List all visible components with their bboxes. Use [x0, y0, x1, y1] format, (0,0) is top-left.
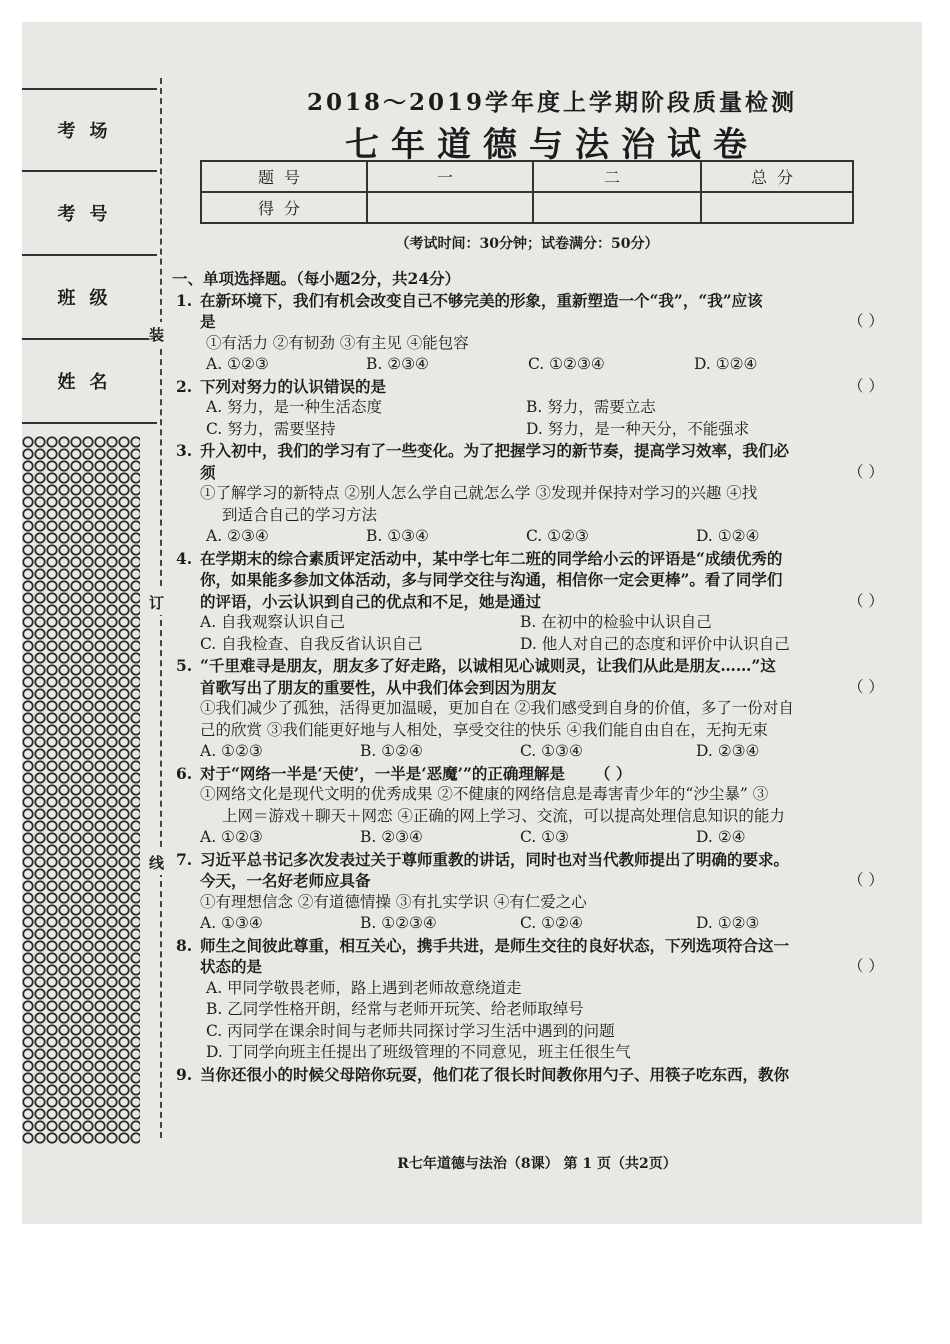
- option-b[interactable]: B. ①②④: [360, 742, 423, 760]
- option-c[interactable]: C. ①③④: [520, 742, 583, 760]
- answer-paren[interactable]: （ ）: [848, 312, 884, 330]
- choice-items: 上网＝游戏＋聊天＋网恋 ④正确的网上学习、交流，可以提高处理信息知识的能力: [222, 806, 785, 825]
- choice-items: 己的欣赏 ③我们能更好地与人相处，享受交往的快乐 ④我们能自由自在，无拘无束: [200, 720, 768, 739]
- field-class: 班级: [22, 256, 157, 340]
- option-c[interactable]: C. ①③: [520, 828, 569, 846]
- exam-paper: [22, 22, 922, 1224]
- option-a[interactable]: A. ①②③: [200, 828, 263, 846]
- score-header-total: 总分: [701, 161, 853, 192]
- question-4: [172, 548, 902, 656]
- cut-mark-zhuang: 装: [149, 322, 164, 347]
- binding-fields: [22, 88, 157, 424]
- question-number: 7.: [176, 849, 193, 869]
- answer-paren[interactable]: （ ）: [848, 957, 884, 975]
- score-cell-part1[interactable]: [367, 192, 533, 223]
- question-stem: 在新环境下，我们有机会改变自己不够完美的形象，重新塑造一个“我”，“我”应该: [200, 290, 763, 310]
- question-stem: “千里难寻是朋友，朋友多了好走路，以诚相见心诚则灵，让我们从此是朋友……”这: [200, 656, 776, 675]
- choice-items: ①有理想信念 ②有道德情操 ③有扎实学识 ④有仁爱之心: [200, 892, 587, 911]
- score-cell-total[interactable]: [701, 192, 853, 223]
- question-number: 5.: [176, 656, 193, 675]
- field-exam-room: 考场: [22, 88, 157, 172]
- question-number: 4.: [176, 548, 193, 568]
- score-header-question: 题号: [201, 161, 367, 192]
- option-b[interactable]: B. ①③④: [366, 527, 429, 545]
- score-row-label: 得分: [201, 192, 367, 223]
- question-stem: 升入初中，我们的学习有了一些变化。为了把握学习的新节奏，提高学习效率，我们必: [200, 441, 790, 460]
- exam-title: 七年道德与法治试卷: [345, 125, 759, 165]
- option-a[interactable]: A. ①③④: [200, 914, 263, 932]
- option-d[interactable]: D. 他人对自己的态度和评价中认识自己: [520, 634, 790, 653]
- question-stem: 首歌写出了朋友的重要性，从中我们体会到因为朋友: [200, 677, 557, 697]
- option-b[interactable]: B. ②③④: [366, 355, 429, 373]
- option-c[interactable]: C. ①②③④: [528, 355, 605, 373]
- score-header-part1: 一: [367, 161, 533, 192]
- question-7: [172, 849, 902, 935]
- cut-mark-xian: 线: [149, 850, 164, 875]
- option-b[interactable]: B. ②③④: [360, 828, 423, 846]
- option-b[interactable]: B. 努力，需要立志: [526, 398, 656, 416]
- option-a[interactable]: A. ①②③: [206, 355, 269, 373]
- option-a[interactable]: A. 甲同学敬畏老师，路上遇到老师故意绕道走: [206, 978, 522, 997]
- answer-paren[interactable]: （ ）: [848, 591, 884, 610]
- question-number: 2.: [176, 376, 193, 396]
- question-body: [172, 268, 902, 1085]
- question-number: 9.: [176, 1064, 193, 1084]
- question-6: [172, 763, 902, 849]
- option-b[interactable]: B. 乙同学性格开朗，经常与老师开玩笑、给老师取绰号: [206, 1000, 584, 1018]
- option-d[interactable]: D. 努力，是一种天分，不能强求: [526, 419, 750, 438]
- page-footer: R七年道德与法治（8课） 第 1 页（共2页）: [397, 1156, 677, 1172]
- question-number: 1.: [176, 290, 193, 310]
- question-number: 6.: [176, 763, 193, 783]
- option-c[interactable]: C. 丙同学在课余时间与老师共同探讨学习生活中遇到的问题: [206, 1021, 615, 1040]
- option-a[interactable]: A. ①②③: [200, 742, 263, 760]
- field-exam-number: 考号: [22, 172, 157, 256]
- option-d[interactable]: D. ①②④: [696, 527, 760, 545]
- option-a[interactable]: A. 自我观察认识自己: [200, 613, 346, 631]
- option-c[interactable]: C. 自我检查、自我反省认识自己: [200, 634, 423, 653]
- choice-items: ①有活力 ②有韧劲 ③有主见 ④能包容: [206, 333, 469, 352]
- option-b[interactable]: B. 在初中的检验中认识自己: [520, 613, 712, 631]
- question-number: 3.: [176, 441, 193, 460]
- question-5: [172, 655, 902, 763]
- score-header-part2: 二: [533, 161, 701, 192]
- question-stem: 下列对努力的认识错误的是: [200, 376, 387, 396]
- year-title: 2018～2019学年度上学期阶段质量检测: [306, 89, 798, 116]
- question-stem: 是: [200, 312, 216, 331]
- choice-items: ①我们减少了孤独，活得更加温暖，更加自在 ②我们感受到自身的价值，多了一份对自: [200, 699, 794, 717]
- exam-note: （考试时间：30分钟；试卷满分：50分）: [395, 236, 659, 252]
- circle-pattern: [22, 436, 140, 1144]
- answer-paren[interactable]: （ ）: [848, 462, 884, 481]
- option-b[interactable]: B. ①②③④: [360, 914, 437, 932]
- score-cell-part2[interactable]: [533, 192, 701, 223]
- option-d[interactable]: D. ①②④: [694, 355, 758, 373]
- question-8: [172, 935, 902, 1064]
- question-stem: 师生之间彼此尊重，相互关心，携手共进，是师生交往的良好状态，下列选项符合这一: [200, 935, 790, 955]
- question-3: [172, 440, 902, 548]
- question-stem: 当你还很小的时候父母陪你玩耍，他们花了很长时间教你用勺子、用筷子吃东西，教你: [200, 1064, 790, 1084]
- question-stem: 你，如果能多参加文体活动，多与同学交往与沟通，相信你一定会更棒”。看了同学们: [200, 570, 783, 589]
- answer-paren[interactable]: （ ）: [848, 376, 884, 395]
- option-d[interactable]: D. 丁同学向班主任提出了班级管理的不同意见，班主任很生气: [206, 1043, 631, 1061]
- choice-items: ①了解学习的新特点 ②别人怎么学自己就怎么学 ③发现并保持对学习的兴趣 ④找: [200, 484, 758, 502]
- cut-mark-ding: 订: [149, 590, 164, 615]
- question-stem: 的评语，小云认识到自己的优点和不足，她是通过: [200, 591, 542, 611]
- question-stem: 对于“网络一半是‘天使’，一半是‘恶魔’”的正确理解是: [200, 763, 565, 783]
- option-d[interactable]: D. ②③④: [696, 742, 760, 760]
- option-d[interactable]: D. ②④: [696, 828, 746, 846]
- question-stem: 今天，一名好老师应具备: [200, 871, 371, 890]
- score-table: [200, 160, 854, 224]
- question-stem: 状态的是: [200, 957, 263, 976]
- question-stem: 在学期末的综合素质评定活动中，某中学七年二班的同学给小云的评语是“成绩优秀的: [200, 548, 783, 568]
- answer-paren[interactable]: （ ）: [848, 871, 884, 889]
- choice-items: ①网络文化是现代文明的优秀成果 ②不健康的网络信息是毒害青少年的“沙尘暴” ③: [200, 785, 769, 803]
- option-d[interactable]: D. ①②③: [696, 914, 760, 932]
- answer-paren[interactable]: （ ）: [594, 763, 632, 783]
- option-c[interactable]: C. ①②④: [520, 914, 583, 932]
- question-1: [172, 290, 902, 376]
- field-name: 姓名: [22, 340, 157, 424]
- option-c[interactable]: C. 努力，需要坚持: [206, 419, 336, 438]
- answer-paren[interactable]: （ ）: [848, 677, 884, 696]
- question-2: [172, 376, 902, 441]
- question-stem: 须: [200, 462, 216, 482]
- option-a[interactable]: A. 努力，是一种生活态度: [206, 398, 383, 416]
- question-number: 8.: [176, 935, 193, 955]
- choice-items: 到适合自己的学习方法: [222, 505, 378, 524]
- question-9: [172, 1064, 902, 1086]
- question-stem: 习近平总书记多次发表过关于尊师重教的讲话，同时也对当代教师提出了明确的要求。: [200, 849, 790, 869]
- option-a[interactable]: A. ②③④: [206, 527, 269, 545]
- option-c[interactable]: C. ①②③: [526, 527, 589, 545]
- section-title: 一、单项选择题。（每小题2分，共24分）: [172, 269, 461, 288]
